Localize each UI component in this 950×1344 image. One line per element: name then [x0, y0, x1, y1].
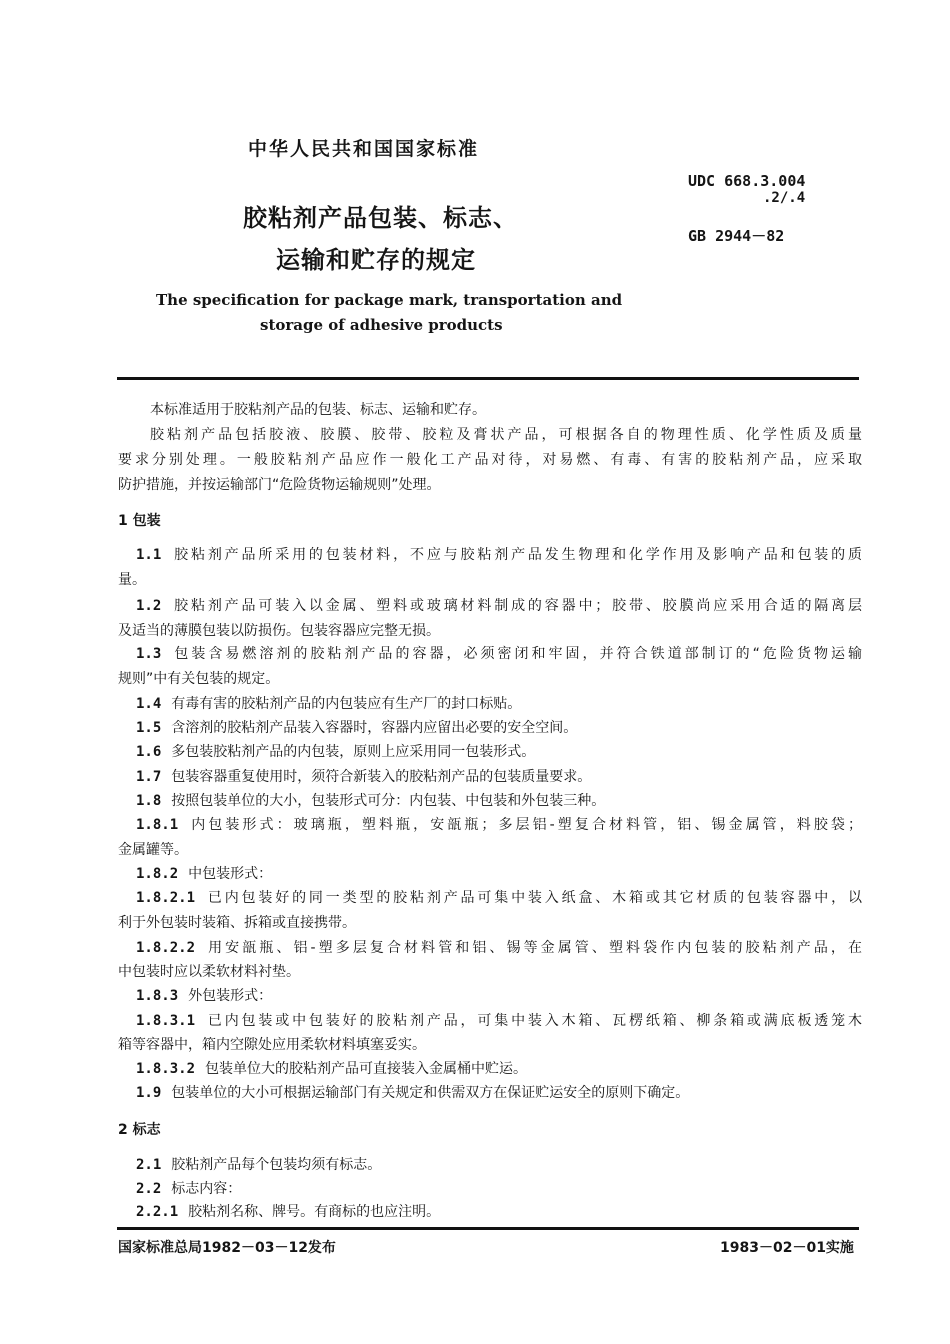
clause-text: 胶粘剂产品所采用的包装材料，不应与胶粘剂产品发生物理和化学作用及影响产品和包装的质 [171, 547, 862, 563]
section-heading-marking: 2 标志 [118, 1122, 161, 1138]
clause-number: 1.8.1 [136, 817, 179, 833]
clause-text: 胶粘剂产品每个包装均须有标志。 [171, 1157, 382, 1173]
gb-code: GB 2944－82 [688, 227, 785, 245]
clause-number: 1.8.3 [136, 988, 179, 1004]
clause [118, 1011, 862, 1031]
clause-text: 含溶剂的胶粘剂产品装入容器时，容器内应留出必要的安全空间。 [171, 720, 578, 736]
clause [118, 791, 880, 811]
clause-text: 外包装形式： [188, 988, 273, 1004]
clause-number: 1.2 [136, 598, 162, 614]
clause [118, 986, 880, 1006]
clause [118, 1179, 880, 1199]
clause-number: 1.8.2.2 [136, 940, 196, 956]
clause-text: 中包装形式： [188, 866, 273, 882]
footer-rule [117, 1227, 859, 1230]
clause-number: 1.8.3.1 [136, 1013, 196, 1029]
clause-number: 2.1 [136, 1157, 162, 1173]
clause [118, 742, 880, 762]
clause [118, 767, 880, 787]
clause-number: 1.7 [136, 769, 162, 785]
clause-text: 按照包装单位的大小，包装形式可分：内包装、中包装和外包装三种。 [171, 793, 606, 809]
clause-number: 1.8.2.1 [136, 890, 196, 906]
clause [118, 718, 880, 738]
document-title-line1: 胶粘剂产品包装、标志、 [243, 204, 518, 232]
clause [118, 1202, 880, 1222]
english-title-line1: The specification for package mark, transportation and [156, 291, 623, 309]
intro-line: 本标准适用于胶粘剂产品的包装、标志、运输和贮存。 [150, 402, 486, 418]
clause-text: 胶粘剂产品可装入以金属、塑料或玻璃材料制成的容器中；胶带、胶膜尚应采用合适的隔离层 [171, 598, 862, 614]
section-heading-packaging: 1 包装 [118, 513, 161, 529]
clause-text: 包装含易燃溶剂的胶粘剂产品的容器，必须密闭和牢固，并符合铁道部制订的“危险货物运输 [171, 646, 862, 662]
udc-code: UDC 668.3.004 [688, 172, 806, 190]
intro-line: 胶粘剂产品包括胶液、胶膜、胶带、胶粒及膏状产品，可根据各自的物理性质、化学性质及质量 [150, 427, 862, 443]
clause-text: 多包装胶粘剂产品的内包装，原则上应采用同一包装形式。 [171, 744, 536, 760]
clause-continuation: 量。 [118, 572, 146, 588]
clause-text: 包装单位大的胶粘剂产品可直接装入金属桶中贮运。 [205, 1061, 528, 1077]
clause-number: 1.4 [136, 696, 162, 712]
english-title-line2: storage of adhesive products [260, 316, 503, 334]
national-standard-heading: 中华人民共和国国家标准 [248, 138, 480, 160]
intro-line: 要求分别处理。一般胶粘剂产品应作一般化工产品对待，对易燃、有毒、有害的胶粘剂产品，应采取 [118, 452, 862, 468]
clause-text: 标志内容： [171, 1181, 242, 1197]
clause-text: 胶粘剂名称、牌号。有商标的也应注明。 [188, 1204, 441, 1220]
clause-text: 包装单位的大小可根据运输部门有关规定和供需双方在保证贮运安全的原则下确定。 [171, 1085, 690, 1101]
clause [118, 1083, 880, 1103]
clause-text: 用安瓿瓶、铝-塑多层复合材料管和铝、锡等金属管、塑料袋作内包装的胶粘剂产品，在 [205, 940, 862, 956]
clause-number: 2.2 [136, 1181, 162, 1197]
clause [118, 938, 862, 958]
intro-line: 防护措施，并按运输部门“危险货物运输规则”处理。 [118, 477, 441, 493]
clause-continuation: 及适当的薄膜包装以防损伤。包装容器应完整无损。 [118, 623, 440, 639]
clause-continuation: 金属罐等。 [118, 842, 188, 858]
clause-number: 1.8.3.2 [136, 1061, 196, 1077]
clause [118, 888, 862, 908]
clause-text: 包装容器重复使用时，须符合新装入的胶粘剂产品的包装质量要求。 [171, 769, 592, 785]
effective-date: 1983－02－01实施 [720, 1240, 854, 1256]
clause-number: 1.8.2 [136, 866, 179, 882]
clause [118, 644, 862, 664]
clause-number: 1.6 [136, 744, 162, 760]
clause-number: 1.9 [136, 1085, 162, 1101]
clause-text: 已内包装或中包装好的胶粘剂产品，可集中装入木箱、瓦楞纸箱、柳条箱或满底板透笼木 [205, 1013, 862, 1029]
clause [118, 694, 880, 714]
udc-code-suffix: .2/.4 [763, 190, 806, 206]
clause [118, 596, 862, 616]
clause-continuation: 箱等容器中，箱内空隙处应用柔软材料填塞妥实。 [118, 1037, 426, 1053]
clause-continuation: 规则”中有关包装的规定。 [118, 671, 280, 687]
clause-text: 有毒有害的胶粘剂产品的内包装应有生产厂的封口标贴。 [171, 696, 522, 712]
clause-continuation: 中包装时应以柔软材料衬垫。 [118, 964, 300, 980]
clause-text: 内包装形式：玻璃瓶，塑料瓶，安瓿瓶；多层铝-塑复合材料管，铝、锡金属管，料胶袋； [188, 817, 862, 833]
clause-text: 已内包装好的同一类型的胶粘剂产品可集中装入纸盒、木箱或其它材质的包装容器中，以 [205, 890, 862, 906]
header-rule [117, 377, 859, 380]
clause [118, 815, 862, 835]
clause [118, 1155, 880, 1175]
clause-number: 1.1 [136, 547, 162, 563]
clause-number: 1.3 [136, 646, 162, 662]
clause-number: 2.2.1 [136, 1204, 179, 1220]
clause [118, 864, 880, 884]
clause-number: 1.8 [136, 793, 162, 809]
clause [118, 1059, 880, 1079]
issue-date: 国家标准总局1982－03－12发布 [118, 1240, 336, 1256]
clause [118, 545, 862, 565]
clause-continuation: 利于外包装时装箱、拆箱或直接携带。 [118, 915, 356, 931]
clause-number: 1.5 [136, 720, 162, 736]
document-title-line2: 运输和贮存的规定 [276, 246, 476, 274]
